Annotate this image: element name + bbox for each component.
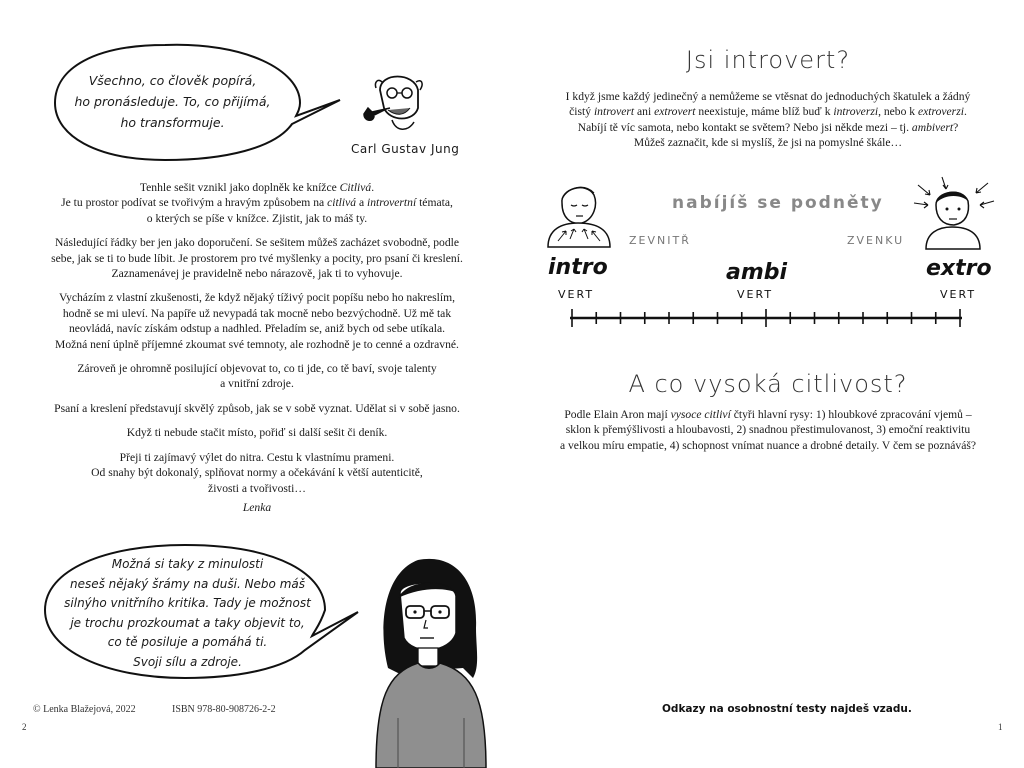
- heading-introvert: Jsi introvert?: [685, 46, 851, 74]
- paragraph-6: Když ti nebude stačit místo, pořiď si další sešit či deník.: [126, 426, 388, 440]
- label-extro-vert: VERT: [940, 288, 977, 301]
- label-outside: ZVENKU: [847, 234, 905, 247]
- paragraph-5: Psaní a kreslení představují skvělý způsob, jak se v sobě vyznat. Udělat si v sobě jasno.: [54, 401, 460, 415]
- quote-author: Carl Gustav Jung: [351, 142, 460, 156]
- page-number-right: 1: [998, 722, 1003, 732]
- quote-text: Všechno, co člověk popírá, ho pronásleduje. To, co přijímá, ho transformuje.: [74, 73, 271, 130]
- paragraph-4: Zároveň je ohromně posilující objevovat to, co ti jde, co tě baví, svoje talenty a vnitřní zdroje.: [77, 362, 437, 391]
- woman-illustration: [368, 548, 498, 768]
- extrovert-head-illustration: [912, 175, 1002, 255]
- footer-note: Odkazy na osobnostní testy najdeš vzadu.: [662, 703, 912, 715]
- scale-header: nabíjíš se podněty: [672, 193, 884, 213]
- label-ambi: ambi: [726, 260, 788, 285]
- page-number-left: 2: [22, 722, 27, 732]
- label-extro: extro: [926, 256, 992, 281]
- introvert-head-illustration: [544, 175, 624, 255]
- label-intro-vert: VERT: [558, 288, 595, 301]
- signature-lenka: Lenka: [242, 500, 272, 514]
- isbn: ISBN 978-80-908726-2-2: [172, 704, 276, 715]
- right-page: [512, 0, 1024, 768]
- label-intro: intro: [548, 255, 608, 280]
- intro-extro-scale-line: [512, 300, 1024, 340]
- paragraph-1: Tenhle sešit vznikl jako doplněk ke knížce Citlivá. Je tu prostor podívat se tvořivým a hravým způsobem na citlivá a introvertní témata, o kterých se píše v knížce. Zjistit, jak to máš ty.: [61, 181, 453, 225]
- paragraph-3: Vycházím z vlastní zkušenosti, že když nějaký tíživý pocit popíšu nebo ho nakreslím, hodně se mi uleví. Na papíře už nevypadá tak mocně nebo bezvýchodně. Už mě tak neovládá, navíc získám odstup a nadhled. Přeladím se, aniž bych od sebe utíkala. Možná není úplně příjemné zkoumat své temnoty, ale rozhodně je to cenné a ozdravné.: [55, 291, 459, 351]
- paragraph-7: Přeji ti zajímavý výlet do nitra. Cestu k vlastnímu prameni. Od snahy být dokonalý, splňovat normy a očekávání k větší autenticitě, živosti a tvořivosti…: [91, 450, 423, 495]
- sensitivity-text: Podle Elain Aron mají vysoce citliví čtyři hlavní rysy: 1) hloubkové zpracování vjemů – sklon k přemýšlivosti a hloubavosti, 2) snadnou přestimulovanost, 3) emoční reaktivitu a velkou míru empatie, 4) schopnost vnímat nuance a drobné detaily. V čem se poznáváš?: [559, 408, 977, 452]
- paragraph-2: Následující řádky ber jen jako doporučení. Se sešitem můžeš zacházet svobodně, podle sebe, jak se ti to bude líbit. Je prostorem pro tvé myšlenky a pocity, pro psaní či kreslení. Zaznamenávej je pravidelně nebo nárazově, jak ti to vyhovuje.: [51, 236, 463, 281]
- label-inside: ZEVNITŘ: [629, 234, 691, 247]
- copyright: © Lenka Blažejová, 2022: [33, 704, 136, 715]
- bottom-bubble-text: Možná si taky z minulosti neseš nějaký šrámy na duši. Nebo máš silnýho vnitřního kritika. Tady je možnost je trochu prozkoumat a taky objevit to, co tě posiluje a pomáhá ti. Svoji sílu a zdroje.: [64, 557, 311, 669]
- label-ambi-vert: VERT: [737, 288, 774, 301]
- introvert-text: I když jsme každý jedinečný a nemůžeme se vtěsnat do jednoduchých škatulek a žádný čistý introvert ani extrovert neexistuje, máme blíž buď k introverzi, nebo k extroverzi. Nabíjí tě víc samota, nebo kontakt se světem? Nebo jsi někde mezi – tj. ambivert? Můžeš zaznačit, kde si myslíš, že jsi na pomyslné škále…: [565, 90, 971, 150]
- heading-sensitivity: A co vysoká citlivost?: [628, 370, 908, 398]
